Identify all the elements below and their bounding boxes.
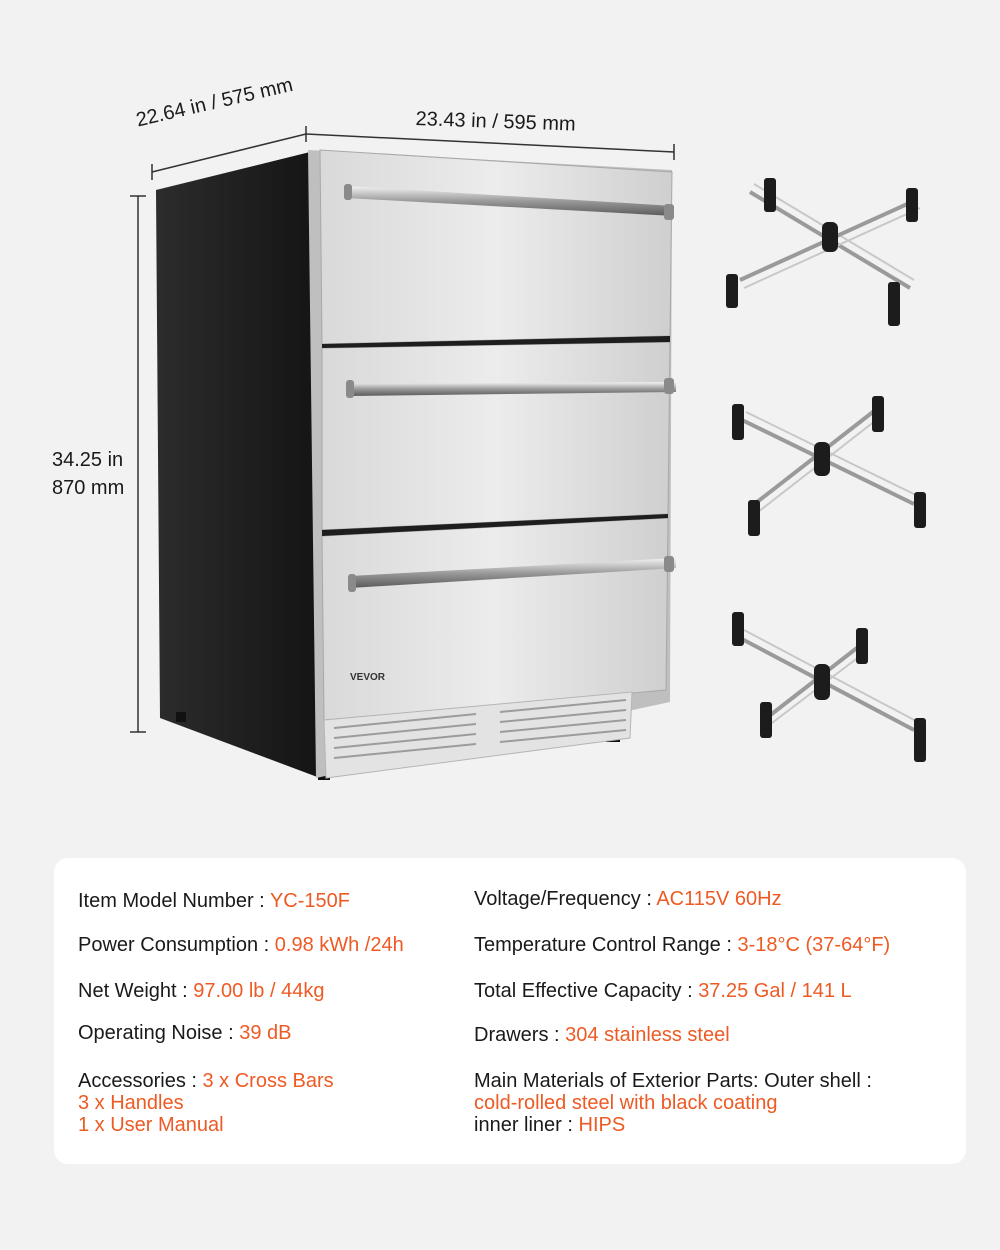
- spec-drawers: Drawers : 304 stainless steel: [474, 1024, 730, 1046]
- spec-accessories: Accessories : 3 x Cross Bars 3 x Handles 1 x User Manual: [78, 1070, 334, 1136]
- spec-noise: Operating Noise : 39 dB: [78, 1022, 292, 1044]
- spec-power: Power Consumption : 0.98 kWh /24h: [78, 934, 404, 956]
- height-mm: 870 mm: [52, 477, 125, 499]
- spec-temperature: Temperature Control Range : 3-18°C (37-64°F): [474, 934, 891, 956]
- drawer-middle: [322, 342, 670, 530]
- brand-logo: VEVOR: [350, 672, 386, 683]
- spec-voltage: Voltage/Frequency : AC115V 60Hz: [474, 888, 782, 910]
- width-dimension: 23.43 in / 595 mm: [415, 108, 576, 136]
- spec-model: Item Model Number : YC-150F: [78, 890, 350, 912]
- cross-bar-3: [732, 612, 926, 762]
- spec-weight: Net Weight : 97.00 lb / 44kg: [78, 980, 325, 1002]
- drawer-bottom: [322, 518, 668, 720]
- height-inches: 34.25 in: [52, 449, 124, 471]
- depth-dimension: 22.64 in / 575 mm: [134, 73, 295, 132]
- spec-panel: [54, 858, 966, 1164]
- height-dimension: [52, 446, 124, 502]
- spec-capacity: Total Effective Capacity : 37.25 Gal / 141 L: [474, 980, 852, 1002]
- cabinet-side: [156, 152, 320, 778]
- spec-materials: Main Materials of Exterior Parts: Outer shell : cold-rolled steel with black coating inner liner : HIPS: [474, 1070, 872, 1136]
- cross-bar-1: [726, 178, 920, 326]
- cross-bar-2: [732, 396, 926, 536]
- drawer-top: [320, 150, 672, 344]
